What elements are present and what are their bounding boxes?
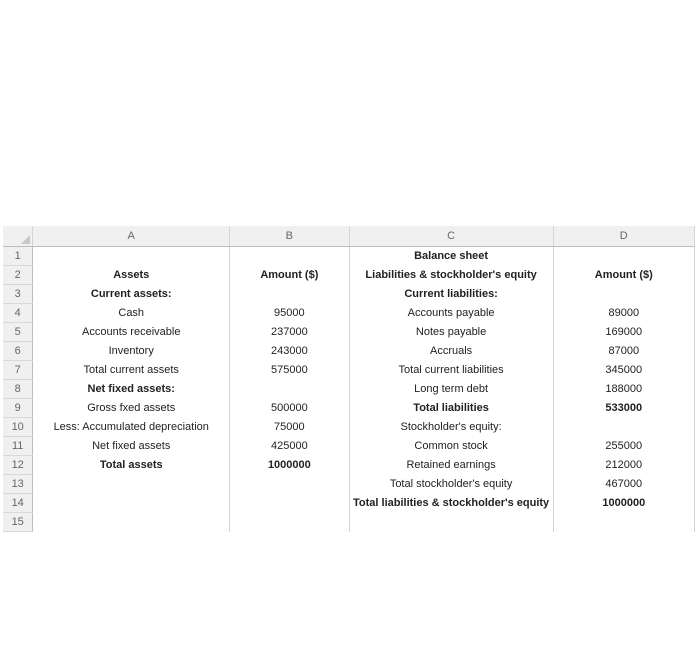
column-header-d[interactable]: D: [553, 226, 694, 247]
row-header[interactable]: 13: [3, 475, 33, 494]
row-header[interactable]: 2: [3, 266, 33, 285]
cell-c15[interactable]: [349, 513, 553, 532]
row-header[interactable]: 11: [3, 437, 33, 456]
cell-d9[interactable]: 533000: [553, 399, 694, 418]
cell-d1[interactable]: [553, 247, 694, 266]
cell-d14[interactable]: 1000000: [553, 494, 694, 513]
cell-c4[interactable]: Accounts payable: [349, 304, 553, 323]
cell-a12[interactable]: Total assets: [33, 456, 230, 475]
cell-c7[interactable]: Total current liabilities: [349, 361, 553, 380]
cell-c6[interactable]: Accruals: [349, 342, 553, 361]
row-header[interactable]: 6: [3, 342, 33, 361]
cell-a6[interactable]: Inventory: [33, 342, 230, 361]
cell-b11[interactable]: 425000: [230, 437, 350, 456]
cell-c3[interactable]: Current liabilities:: [349, 285, 553, 304]
sheet-row: [3, 285, 695, 304]
sheet-row: [3, 456, 695, 475]
sheet-row: [3, 361, 695, 380]
cell-c10[interactable]: Stockholder's equity:: [349, 418, 553, 437]
sheet-row: [3, 399, 695, 418]
cell-b9[interactable]: 500000: [230, 399, 350, 418]
cell-c8[interactable]: Long term debt: [349, 380, 553, 399]
row-header[interactable]: 5: [3, 323, 33, 342]
sheet-row: [3, 304, 695, 323]
cell-d13[interactable]: 467000: [553, 475, 694, 494]
column-header-row: [3, 226, 695, 247]
cell-d8[interactable]: 188000: [553, 380, 694, 399]
cell-c1[interactable]: Balance sheet: [349, 247, 553, 266]
cell-d11[interactable]: 255000: [553, 437, 694, 456]
row-header[interactable]: 14: [3, 494, 33, 513]
cell-a14[interactable]: [33, 494, 230, 513]
cell-d7[interactable]: 345000: [553, 361, 694, 380]
cell-d5[interactable]: 169000: [553, 323, 694, 342]
sheet-row: [3, 437, 695, 456]
row-header[interactable]: 9: [3, 399, 33, 418]
cell-c9[interactable]: Total liabilities: [349, 399, 553, 418]
cell-a1[interactable]: [33, 247, 230, 266]
cell-b5[interactable]: 237000: [230, 323, 350, 342]
sheet-row: [3, 475, 695, 494]
row-header[interactable]: 12: [3, 456, 33, 475]
cell-a9[interactable]: Gross fxed assets: [33, 399, 230, 418]
row-header[interactable]: 7: [3, 361, 33, 380]
cell-c5[interactable]: Notes payable: [349, 323, 553, 342]
sheet-row: [3, 342, 695, 361]
cell-c2[interactable]: Liabilities & stockholder's equity: [349, 266, 553, 285]
cell-d6[interactable]: 87000: [553, 342, 694, 361]
cell-b2[interactable]: Amount ($): [230, 266, 350, 285]
cell-a4[interactable]: Cash: [33, 304, 230, 323]
cell-d3[interactable]: [553, 285, 694, 304]
sheet-row: [3, 513, 695, 532]
cell-a11[interactable]: Net fixed assets: [33, 437, 230, 456]
cell-b1[interactable]: [230, 247, 350, 266]
cell-a10[interactable]: Less: Accumulated depreciation: [33, 418, 230, 437]
cell-a7[interactable]: Total current assets: [33, 361, 230, 380]
sheet-row: [3, 247, 695, 266]
spreadsheet-grid: [3, 226, 695, 528]
cell-d12[interactable]: 212000: [553, 456, 694, 475]
cell-b3[interactable]: [230, 285, 350, 304]
cell-c12[interactable]: Retained earnings: [349, 456, 553, 475]
row-header[interactable]: 15: [3, 513, 33, 532]
cell-b10[interactable]: 75000: [230, 418, 350, 437]
cell-c14[interactable]: Total liabilities & stockholder's equity: [349, 494, 553, 513]
cell-b15[interactable]: [230, 513, 350, 532]
cell-a2[interactable]: Assets: [33, 266, 230, 285]
cell-d2[interactable]: Amount ($): [553, 266, 694, 285]
cell-a15[interactable]: [33, 513, 230, 532]
cell-d15[interactable]: [553, 513, 694, 532]
column-header-a[interactable]: A: [33, 226, 230, 247]
cell-a13[interactable]: [33, 475, 230, 494]
select-all-corner[interactable]: [3, 226, 33, 247]
row-header[interactable]: 10: [3, 418, 33, 437]
cell-a8[interactable]: Net fixed assets:: [33, 380, 230, 399]
cell-b4[interactable]: 95000: [230, 304, 350, 323]
row-header[interactable]: 3: [3, 285, 33, 304]
cell-b7[interactable]: 575000: [230, 361, 350, 380]
cell-b6[interactable]: 243000: [230, 342, 350, 361]
cell-a5[interactable]: Accounts receivable: [33, 323, 230, 342]
select-all-triangle-icon[interactable]: [21, 235, 30, 244]
sheet-row: [3, 380, 695, 399]
sheet-row: [3, 494, 695, 513]
sheet-row: [3, 323, 695, 342]
cell-c13[interactable]: Total stockholder's equity: [349, 475, 553, 494]
cell-b14[interactable]: [230, 494, 350, 513]
cell-b13[interactable]: [230, 475, 350, 494]
row-header[interactable]: 8: [3, 380, 33, 399]
row-header[interactable]: 4: [3, 304, 33, 323]
sheet-row: [3, 266, 695, 285]
column-header-c[interactable]: C: [349, 226, 553, 247]
cell-c11[interactable]: Common stock: [349, 437, 553, 456]
cell-d4[interactable]: 89000: [553, 304, 694, 323]
cell-d10[interactable]: [553, 418, 694, 437]
cell-b8[interactable]: [230, 380, 350, 399]
cell-a3[interactable]: Current assets:: [33, 285, 230, 304]
column-header-b[interactable]: B: [230, 226, 350, 247]
cell-b12[interactable]: 1000000: [230, 456, 350, 475]
sheet-row: [3, 418, 695, 437]
row-header[interactable]: 1: [3, 247, 33, 266]
